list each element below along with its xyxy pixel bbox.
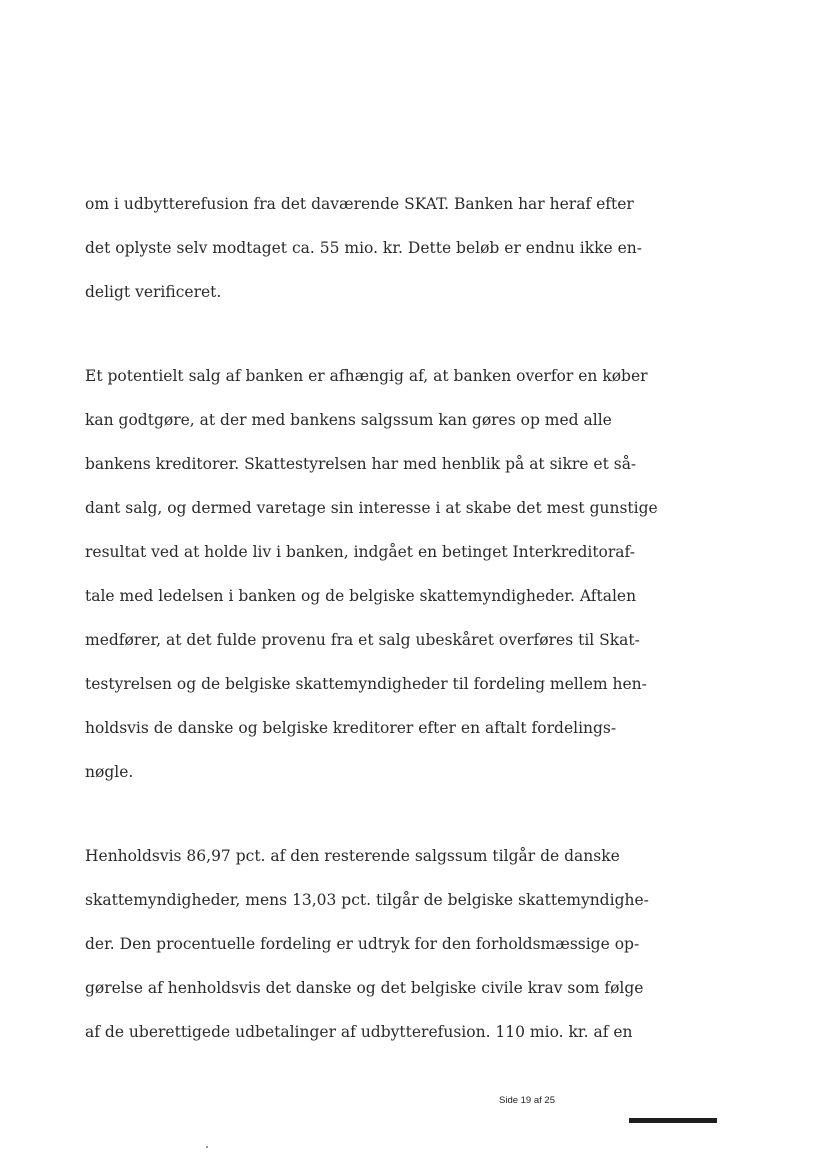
page-number: Side 19 af 25 <box>499 1095 555 1106</box>
paragraph-2-line-10: nøgle. <box>85 763 134 781</box>
paragraph-3-line-4: gørelse af henholdsvis det danske og det belgiske civile krav som følge <box>85 979 644 997</box>
paragraph-2-line-7: medfører, at det fulde provenu fra et salg ubeskåret overføres til Skat- <box>85 631 640 649</box>
scan-speck <box>206 1146 208 1148</box>
paragraph-1-line-1: om i udbytterefusion fra det daværende SKAT. Banken har heraf efter <box>85 195 634 213</box>
paragraph-2-line-1: Et potentielt salg af banken er afhængig af, at banken overfor en køber <box>85 367 648 385</box>
paragraph-3-line-5: af de uberettigede udbetalinger af udbytterefusion. 110 mio. kr. af en <box>85 1023 633 1041</box>
paragraph-2-line-2: kan godtgøre, at der med bankens salgssum kan gøres op med alle <box>85 411 612 429</box>
paragraph-3-line-3: der. Den procentuelle fordeling er udtryk for den forholdsmæssige op- <box>85 935 640 953</box>
paragraph-1-line-2: det oplyste selv modtaget ca. 55 mio. kr. Dette beløb er endnu ikke en- <box>85 239 642 257</box>
paragraph-2-line-4: dant salg, og dermed varetage sin interesse i at skabe det mest gunstige <box>85 499 658 517</box>
paragraph-2-line-8: testyrelsen og de belgiske skattemyndigheder til fordeling mellem hen- <box>85 675 647 693</box>
paragraph-2-line-6: tale med ledelsen i banken og de belgiske skattemyndigheder. Aftalen <box>85 587 637 605</box>
paragraph-2-line-9: holdsvis de danske og belgiske kreditorer efter en aftalt fordelings- <box>85 719 617 737</box>
paragraph-3-line-2: skattemyndigheder, mens 13,03 pct. tilgår de belgiske skattemyndighe- <box>85 891 649 909</box>
paragraph-3-line-1: Henholdsvis 86,97 pct. af den resterende salgssum tilgår de danske <box>85 847 620 865</box>
paragraph-2-line-3: bankens kreditorer. Skattestyrelsen har med henblik på at sikre et så- <box>85 455 637 473</box>
paragraph-2-line-5: resultat ved at holde liv i banken, indgået en betinget Interkreditoraf- <box>85 543 635 561</box>
footer-rule-accent <box>629 1121 673 1123</box>
paragraph-1-line-3: deligt verificeret. <box>85 283 222 301</box>
